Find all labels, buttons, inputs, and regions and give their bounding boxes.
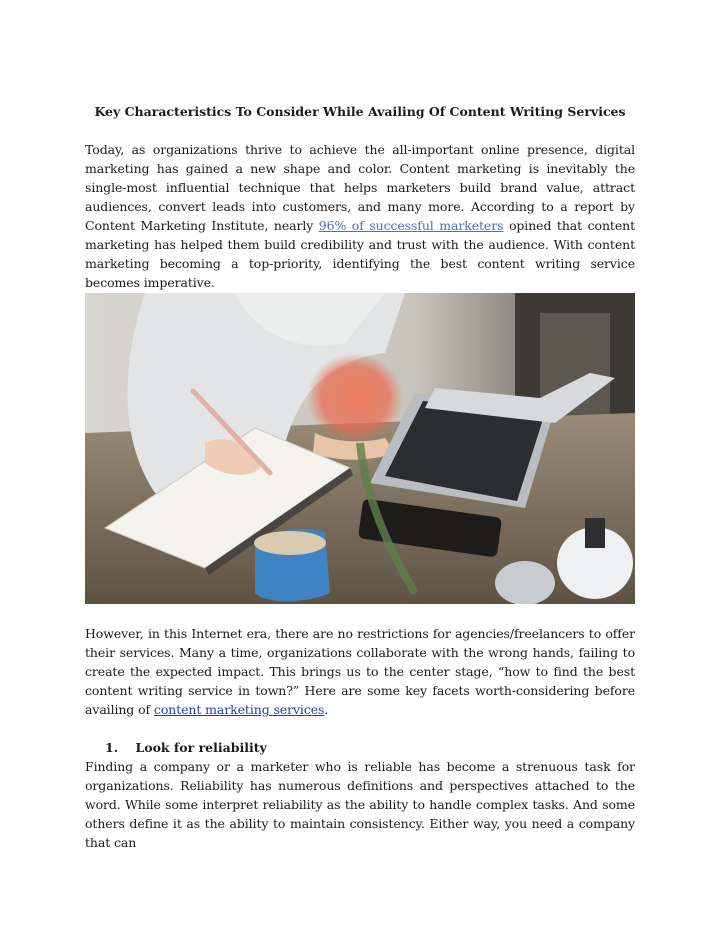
second-text-end: . bbox=[324, 702, 329, 717]
intro-text-end: opined that content marketing has helped them build credibility and trust with the audience. With content marketing becoming a top-priority, identifying the best content writing service becomes imperative. bbox=[85, 218, 635, 290]
marketers-stat-link[interactable]: 96% of successful marketers bbox=[318, 218, 504, 233]
intro-text-start: Today, as organizations thrive to achieve the all-important online presence, digital marketing has gained a new shape and color. Content marketing is inevitably the single-most influential technique that helps marketers build brand value, attract audiences, convert leads into customers, and many more. According to a report by Content Marketing Institute, nearly bbox=[85, 142, 635, 233]
content-marketing-services-link[interactable]: content marketing services bbox=[153, 702, 325, 717]
workspace-photo-illustration bbox=[85, 293, 635, 604]
second-text-start: However, in this Internet era, there are no restrictions for agencies/freelancers to offer their services. Many a time, organizations collaborate with the wrong hands, failing to create the expected impact. This brings us to the center stage, “how to find the best content writing service in town?” Here are some key facets worth-considering before availing of bbox=[85, 626, 635, 717]
section-heading-reliability: 1. Look for reliability bbox=[105, 740, 267, 755]
second-paragraph bbox=[85, 624, 635, 719]
reliability-paragraph: Finding a company or a marketer who is reliable has become a strenuous task for organizations. Reliability has numerous definitions and perspectives attached to the word. While some interpret reliability as the ability to handle complex tasks. And some others define it as the ability to maintain consistency. Either way, you need a company that can bbox=[85, 759, 635, 850]
intro-paragraph bbox=[85, 140, 635, 292]
workspace-photo bbox=[85, 293, 635, 604]
document-title: Key Characteristics To Consider While Availing Of Content Writing Services bbox=[94, 104, 626, 119]
